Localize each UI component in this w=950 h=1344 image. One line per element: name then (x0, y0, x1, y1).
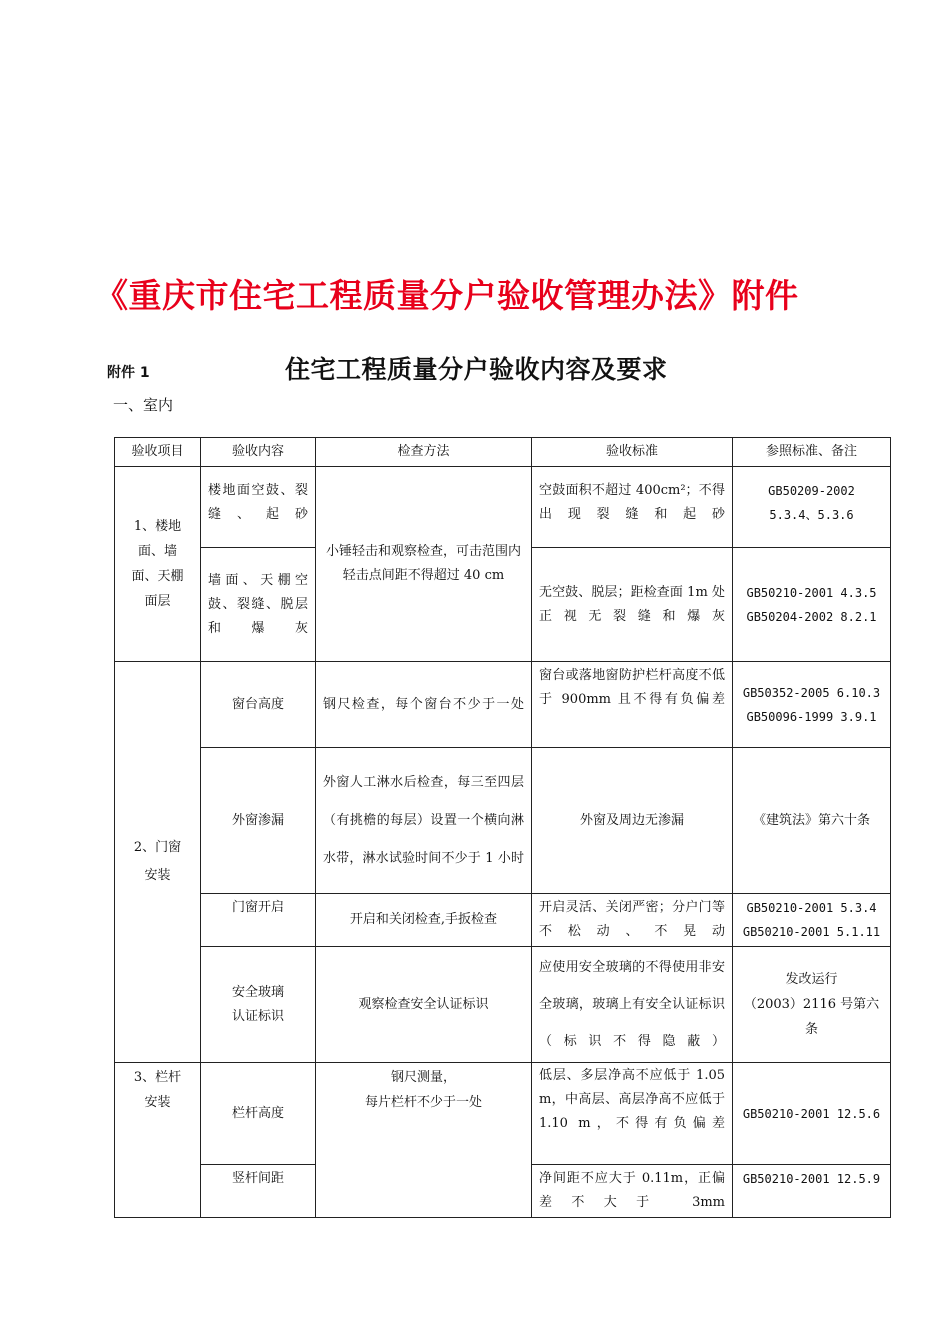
header-cell: 验收标准 (532, 438, 733, 467)
header-cell: 参照标准、备注 (733, 438, 891, 467)
standard-cell: 无空鼓、脱层；距检查面 1m 处正视无裂缝和爆灰 (532, 548, 733, 662)
content-cell: 竖杆间距 (201, 1165, 316, 1218)
reference-cell: 《建筑法》第六十条 (733, 748, 891, 894)
reference-cell: 发改运行 （2003）2116 号第六 条 (733, 947, 891, 1063)
table-row (115, 947, 891, 1063)
reference-cell: GB50210-2001 12.5.9 (733, 1165, 891, 1218)
content-cell: 墙面、天棚空鼓、裂缝、脱层和爆灰 (201, 548, 316, 662)
reference-cell: GB50210-2001 5.3.4 GB50210-2001 5.1.11 (733, 894, 891, 947)
standard-cell: 开启灵活、关闭严密；分户门等不松动、不晃动 (532, 894, 733, 947)
main-title: 《重庆市住宅工程质量分户验收管理办法》附件 (95, 276, 799, 315)
standard-cell: 低层、多层净高不应低于 1.05m，中高层、高层净高不应低于 1.10 m，不得有负偏差 (532, 1063, 733, 1165)
method-cell: 钢尺测量， 每片栏杆不少于一处 (316, 1063, 532, 1218)
table-row (115, 662, 891, 748)
content-cell: 门窗开启 (201, 894, 316, 947)
table-row (115, 894, 891, 947)
standard-cell: 应使用安全玻璃的不得使用非安全玻璃，玻璃上有安全认证标识（标识不得隐蔽） (532, 947, 733, 1063)
method-cell: 观察检查安全认证标识 (316, 947, 532, 1063)
item-cell: 2、门窗 安装 (115, 662, 201, 1063)
method-cell: 外窗人工淋水后检查，每三至四层（有挑檐的每层）设置一个横向淋水带，淋水试验时间不少于 1 小时 (316, 748, 532, 894)
reference-cell: GB50210-2001 12.5.6 (733, 1063, 891, 1165)
reference-cell: GB50210-2001 4.3.5 GB50204-2002 8.2.1 (733, 548, 891, 662)
section-heading: 一、室内 (113, 396, 174, 414)
table-row (115, 1063, 891, 1165)
standard-cell: 净间距不应大于 0.11m，正偏差不大于 3mm (532, 1165, 733, 1218)
acceptance-table (114, 437, 891, 1218)
sub-title: 住宅工程质量分户验收内容及要求 (285, 355, 668, 384)
annex-label: 附件 1 (107, 365, 150, 381)
table-row (115, 748, 891, 894)
item-cell: 3、栏杆 安装 (115, 1063, 201, 1218)
method-cell: 开启和关闭检查,手扳检查 (316, 894, 532, 947)
reference-cell: GB50352-2005 6.10.3 GB50096-1999 3.9.1 (733, 662, 891, 748)
header-cell: 验收内容 (201, 438, 316, 467)
content-cell: 外窗渗漏 (201, 748, 316, 894)
header-cell: 检查方法 (316, 438, 532, 467)
header-cell: 验收项目 (115, 438, 201, 467)
standard-cell: 窗台或落地窗防护栏杆高度不低于 900mm 且不得有负偏差 (532, 662, 733, 748)
item-cell: 1、楼地面、墙面、天棚面层 (115, 467, 201, 662)
content-cell: 栏杆高度 (201, 1063, 316, 1165)
content-cell: 窗台高度 (201, 662, 316, 748)
table-row (115, 467, 891, 548)
content-cell: 安全玻璃 认证标识 (201, 947, 316, 1063)
reference-cell: GB50209-2002 5.3.4、5.3.6 (733, 467, 891, 548)
method-cell: 小锤轻击和观察检查，可击范围内轻击点间距不得超过 40 cm (316, 467, 532, 662)
table-header-row (115, 438, 891, 467)
standard-cell: 外窗及周边无渗漏 (532, 748, 733, 894)
method-cell: 钢尺检查，每个窗台不少于一处 (316, 662, 532, 748)
standard-cell: 空鼓面积不超过 400cm²；不得出现裂缝和起砂 (532, 467, 733, 548)
content-cell: 楼地面空鼓、裂缝、起砂 (201, 467, 316, 548)
